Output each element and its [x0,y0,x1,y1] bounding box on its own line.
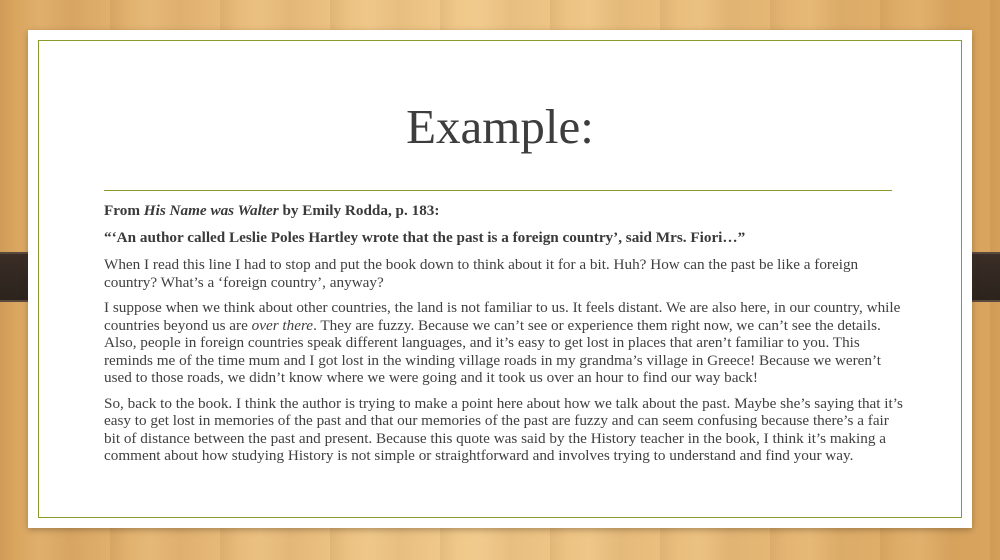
paragraph-2-before: I suppose when we think about other countries, the land is not familiar to us. It feels distant. We are also here, in our country, while countries beyond us are [104,299,901,334]
slide-title: Example: [406,99,594,154]
paragraph-1: When I read this line I had to stop and put the book down to think about it for a bit. Huh? How can the past be like a foreign country? What’s a ‘foreign country’, anyway? [104,256,859,291]
book-quote: “‘An author called Leslie Poles Hartley wrote that the past is a foreign country’, said Mrs. Fiori…” [104,228,746,246]
paragraph-2-after: . They are fuzzy. Because we can’t see or experience them right now, we can’t see the details. Also, people in foreign countries speak different languages, and it’s easy to get lost in places that aren’t familiar to you. This reminds me of the time mum and I got lost in the winding village roads in my grandma’s village in Greece! Because we weren’t used to those roads, we didn’t know where we were going and it took us over an hour to find our way back! [104,316,882,386]
source-prefix: From [104,202,144,219]
paragraph-2-emphasis: over there [251,316,314,334]
slide-body [104,202,904,473]
source-citation [104,202,904,220]
title-divider [104,190,892,191]
slide-card [28,30,972,528]
paragraph-2 [104,299,904,387]
source-suffix: by Emily Rodda, p. 183: [278,202,440,219]
paragraph-3: So, back to the book. I think the author is trying to make a point here about how we talk about the past. Maybe she’s saying that it’s easy to get lost in memories of the past and that our memories of the past are fuzzy and can seem confusing because there’s a fair bit of distance between the past and present. Because this quote was said by the History teacher in the book, I think it’s making a comment about how studying History is not simple or straightforward and involves trying to understand and find your way. [104,394,903,464]
book-title: His Name was Walter [143,202,279,219]
